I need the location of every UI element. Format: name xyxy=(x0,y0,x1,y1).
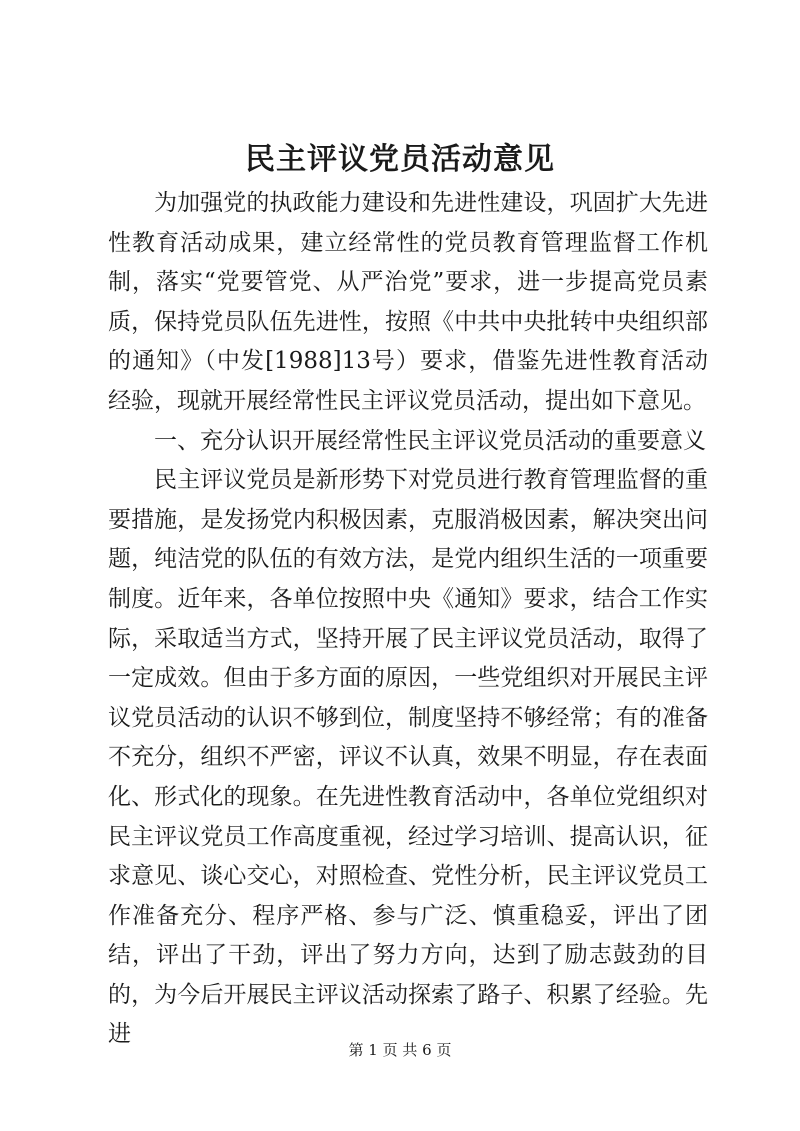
document-body xyxy=(108,184,708,1055)
paragraph-section-1: 民主评议党员是新形势下对党员进行教育管理监督的重要措施，是发扬党内积极因素，克服消极因素，解决突出问题，纯洁党的队伍的有效方法，是党内组织生活的一项重要制度。近年来，各单位按照中央《通知》要求，结合工作实际，采取适当方式，坚持开展了民主评议党员活动，取得了一定成效。但由于多方面的原因，一些党组织对开展民主评议党员活动的认识不够到位，制度坚持不够经常；有的准备不充分，组织不严密，评议不认真，效果不明显，存在表面化、形式化的现象。在先进性教育活动中，各单位党组织对民主评议党员工作高度重视，经过学习培训、提高认识，征求意见、谈心交心，对照检查、党性分析，民主评议党员工作准备充分、程序严格、参与广泛、慎重稳妥，评出了团结，评出了干劲，评出了努力方向，达到了励志鼓劲的目的，为今后开展民主评议活动探索了路子、积累了经验。先进 xyxy=(108,467,708,1048)
page-footer: 第 1 页 共 6 页 xyxy=(348,1041,452,1059)
section-heading-1: 一、充分认识开展经常性民主评议党员活动的重要意义 xyxy=(154,427,706,454)
document-title: 民主评议党员活动意见 xyxy=(245,142,555,177)
paragraph-intro: 为加强党的执政能力建设和先进性建设，巩固扩大先进性教育活动成果，建立经常性的党员教育管理监督工作机制，落实“党要管党、从严治党”要求，进一步提高党员素质，保持党员队伍先进性，按照《中共中央批转中央组织部的通知》（中发[1988]13号）要求，借鉴先进性教育活动经验，现就开展经常性民主评议党员活动，提出如下意见。 xyxy=(108,190,708,414)
